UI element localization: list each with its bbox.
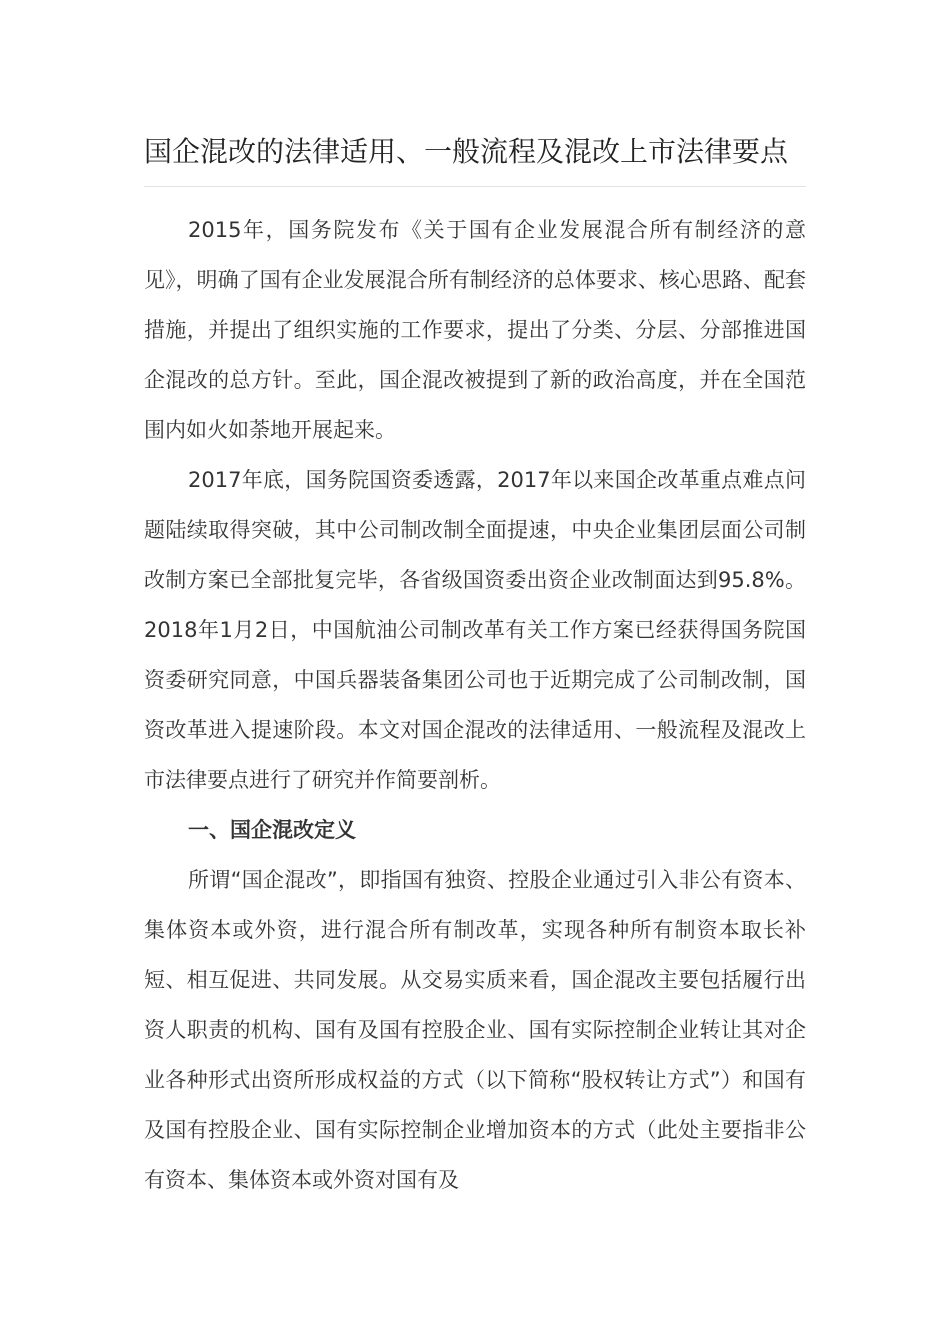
document-page [144, 120, 806, 1205]
paragraph-definition: 所谓“国企混改”，即指国有独资、控股企业通过引入非公有资本、集体资本或外资，进行混合所有制改革，实现各种所有制资本取长补短、相互促进、共同发展。从交易实质来看，国企混改主要包括履行出资人职责的机构、国有及国有控股企业、国有实际控制企业转让其对企业各种形式出资所形成权益的方式（以下简称“股权转让方式”）和国有及国有控股企业、国有实际控制企业增加资本的方式（此处主要指非公有资本、集体资本或外资对国有及 [144, 868, 806, 1192]
paragraph-progress: 2017年底，国务院国资委透露，2017年以来国企改革重点难点问题陆续取得突破，其中公司制改制全面提速，中央企业集团层面公司制改制方案已全部批复完毕，各省级国资委出资企业改制面达到95.8%。2018年1月2日，中国航油公司制改革有关工作方案已经获得国务院国资委研究同意，中国兵器装备集团公司也于近期完成了公司制改制，国资改革进入提速阶段。本文对国企混改的法律适用、一般流程及混改上市法律要点进行了研究并作简要剖析。 [144, 468, 806, 792]
document-title: 国企混改的法律适用、一般流程及混改上市法律要点 [144, 135, 789, 168]
section-heading-definition: 一、国企混改定义 [188, 818, 356, 842]
title-divider [144, 186, 806, 187]
paragraph-intro: 2015年，国务院发布《关于国有企业发展混合所有制经济的意见》，明确了国有企业发展混合所有制经济的总体要求、核心思路、配套措施，并提出了组织实施的工作要求，提出了分类、分层、分部推进国企混改的总方针。至此，国企混改被提到了新的政治高度，并在全国范围内如火如荼地开展起来。 [144, 218, 806, 442]
